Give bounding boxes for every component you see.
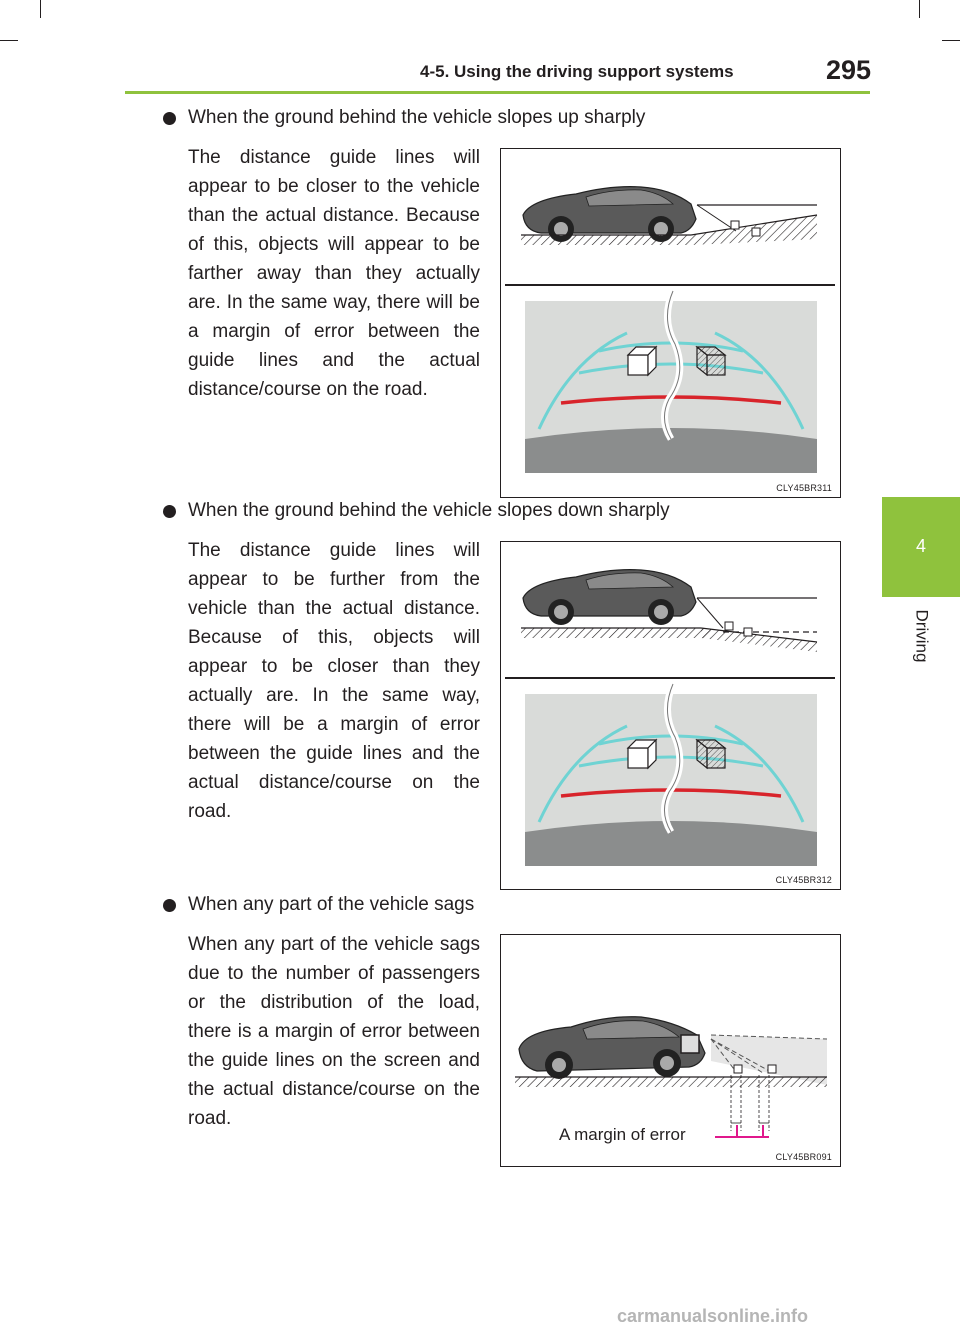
watermark: carmanualsonline.info bbox=[617, 1306, 809, 1326]
car-side-view bbox=[519, 1017, 705, 1079]
page-number: 295 bbox=[826, 55, 872, 85]
figure-annotation: A margin of error bbox=[559, 1125, 686, 1144]
bullet-heading bbox=[163, 500, 670, 522]
slope-up-illustration bbox=[501, 149, 840, 497]
crop-mark bbox=[919, 0, 920, 18]
crop-mark bbox=[40, 0, 41, 18]
car-side-view bbox=[523, 570, 696, 625]
camera-screen-view bbox=[525, 684, 817, 866]
figure-code: CLY45BR311 bbox=[776, 483, 832, 493]
bullet-icon bbox=[163, 505, 176, 518]
chapter-label-wrap bbox=[898, 605, 944, 667]
chapter-label: Driving bbox=[912, 609, 931, 663]
bullet-icon bbox=[163, 899, 176, 912]
figure-code: CLY45BR091 bbox=[775, 1152, 832, 1162]
bullet-icon bbox=[163, 112, 176, 125]
section-title: 4-5. Using the driving support systems bbox=[420, 62, 734, 81]
bullet-heading bbox=[163, 107, 645, 129]
bullet-heading-text: When the ground behind the vehicle slopes down sharply bbox=[188, 500, 670, 521]
camera-screen-view bbox=[525, 291, 817, 473]
bullet-heading bbox=[163, 894, 474, 916]
figure-code: CLY45BR312 bbox=[775, 875, 832, 885]
slope-down-illustration bbox=[501, 542, 840, 889]
paragraph: The distance guide lines will appear to be further from the vehicle than the actual distance. Because of this, objects will appear to be closer than they actually are. In the same way, there will be a margin of error between the guide lines and the actual distance/course on the road. bbox=[188, 540, 480, 822]
bullet-heading-text: When the ground behind the vehicle slopes up sharply bbox=[188, 107, 646, 128]
figure-slope-down bbox=[500, 541, 841, 890]
figure-slope-up bbox=[500, 148, 841, 498]
car-side-view bbox=[523, 187, 696, 242]
bullet-heading-text: When any part of the vehicle sags bbox=[188, 894, 475, 915]
paragraph: The distance guide lines will appear to be closer to the vehicle than the actual distance. Because of this, objects will appear to be farther away than they actually are. In the same way, there will be a margin of error between the guide lines and the actual distance/course on the road. bbox=[188, 147, 480, 400]
crop-mark bbox=[0, 40, 18, 41]
figure-vehicle-sags bbox=[500, 934, 841, 1167]
chapter-number: 4 bbox=[915, 536, 926, 556]
paragraph: When any part of the vehicle sags due to the number of passengers or the distribution of the load, there is a margin of error between the guide lines on the screen and the actual distance/course on the road. bbox=[188, 934, 480, 1129]
header-rule bbox=[125, 91, 870, 94]
crop-mark bbox=[942, 40, 960, 41]
